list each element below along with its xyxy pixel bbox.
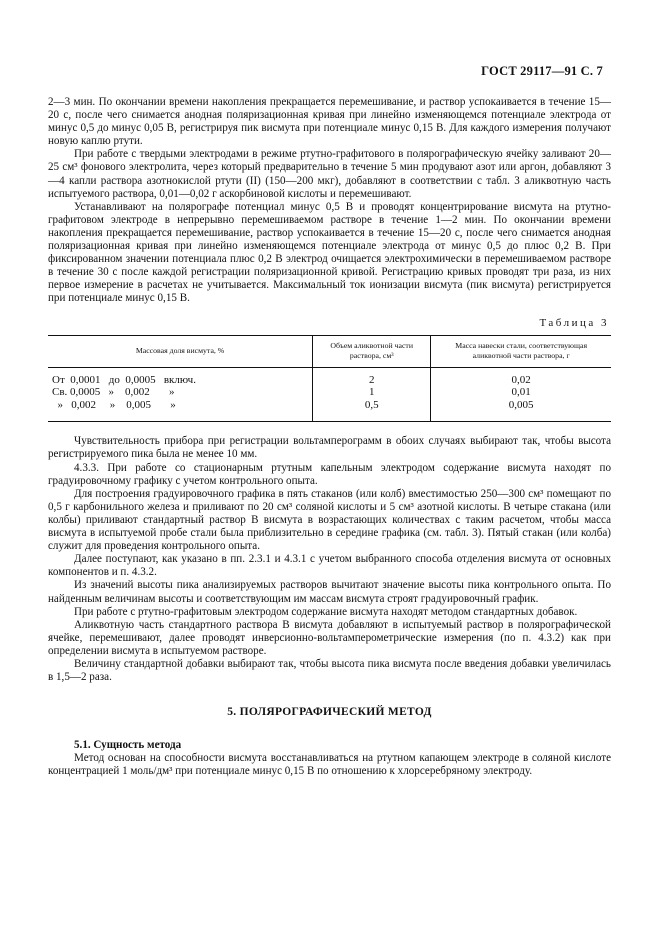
paragraph: При работе с ртутно-графитовым электродом содержание висмута находят методом стандартных добавок. (74, 605, 578, 618)
body-text (48, 96, 611, 779)
table-header-fraction: Массовая доля висмута, % (135, 345, 225, 355)
cell-volume: 1 (313, 386, 431, 399)
cell-mass: 0,01 (431, 386, 611, 399)
cell-fraction: » 0,002 » 0,005 » (52, 398, 176, 411)
subsection-title: 5.1. Сущность метода (74, 739, 182, 752)
paragraph: Далее поступают, как указано в пп. 2.3.1 и 4.3.1 с учетом выбранного способа отделения висмута от основных компонентов и п. 4.3.2. (48, 553, 611, 579)
cell-fraction: От 0,0001 до 0,0005 включ. (52, 373, 196, 386)
paragraph: Величину стандартной добавки выбирают так, чтобы высота пика висмута после введения добавки увеличилась в 1,5—2 раза. (48, 657, 611, 684)
table-row (48, 399, 611, 422)
cell-fraction: Св. 0,0005 » 0,002 » (52, 386, 175, 399)
paragraph: Метод основан на способности висмута восстанавливаться на ртутном капающем электроде в соляной кислоте концентрацией 1 моль/дм³ при потенциале минус 0,15 В по отношению к хлорсеребряному электроду. (48, 752, 611, 778)
paragraph: 4.3.3. При работе со стационарным ртутным капельным электродом содержание висмута находят по градуировочному графику с учетом контрольного опыта. (48, 461, 611, 487)
cell-mass: 0,02 (431, 367, 611, 386)
table-header-mass: Масса навески стали, соответствующая аликвотной части раствора, г (431, 335, 611, 367)
table-row (48, 367, 611, 386)
paragraph: Устанавливают на полярографе потенциал минус 0,5 В и проводят концентрирование висмута на ртутно-графитовом электроде в непрерывно перемешиваемом растворе в течение 1—2 мин. По окончании времени накопления прекращается перемешивание, раствор успокаивается в течение 15—20 с, после чего снимается анодная поляризационная кривая при линейно изменяющемся потенциале электрода от минус 0,5 до плюс 0,2 В. При фиксированном значении потенциала плюс 0,2 В электрод очищается электрохимически в перемешиваемом растворе в течение 30 с после каждой регистрации поляризационной кривой. Регистрацию кривых проводят три раза, из них первое измерение в расчетах не учитывается. Максимальный ток ионизации висмута (пик висмута) регистрируется при потенциале минус 0,15 В. (48, 200, 611, 305)
paragraph: Из значений высоты пика анализируемых растворов вычитают значение высоты пика контрольного опыта. По найденным величинам высоты и соответствующим им массам висмута строят градуировочный график. (48, 579, 611, 605)
table-header-volume: Объем аликвотной части раствора, см³ (313, 335, 431, 367)
cell-volume: 0,5 (313, 399, 431, 422)
cell-volume: 2 (313, 367, 431, 386)
table-3 (48, 335, 611, 423)
table-row (48, 386, 611, 399)
paragraph: Чувствительность прибора при регистрации вольтамперограмм в обоих случаях выбирают так, чтобы высота регистрируемого пика была не менее 10 мм. (48, 435, 611, 461)
section-title: 5. ПОЛЯРОГРАФИЧЕСКИЙ МЕТОД (227, 706, 432, 719)
paragraph: 2—3 мин. По окончании времени накопления прекращается перемешивание, и раствор успокаивается в течение 15—20 с, после чего снимается анодная поляризационная кривая при линейно изменяющемся потенциале электрода от минус 0,5 до минус 0,05 В, регистрируя пик висмута при потенциале минус 0,15 В. Для каждого измерения получают новую каплю ртути. (48, 96, 611, 148)
paragraph: Аликвотную часть стандартного раствора В висмута добавляют в испытуемый раствор в полярографической ячейке, перемешивают, далее проводят инверсионно-вольтамперометрические измерения (по п. 4.3.2) как при определении висмута в испытуемом растворе. (48, 618, 611, 657)
cell-mass: 0,005 (431, 399, 611, 422)
table-caption: Таблица 3 (539, 316, 609, 329)
paragraph: Для построения градуировочного графика в пять стаканов (или колб) вместимостью 250—300 см³ помещают по 0,5 г карбонильного железа и приливают по 20 см³ соляной кислоты и 5 см³ азотной кислоты. В четыре стакана (или колбы) приливают стандартный раствор В висмута в возрастающих количествах с таким расчетом, чтобы масса висмута в испытуемой пробе стали была приблизительно в середине графика (см. табл. 3). Пятый стакан (или колба) служит для проведения контрольного опыта. (48, 487, 611, 553)
paragraph: При работе с твердыми электродами в режиме ртутно-графитового в полярографическую ячейку заливают 20—25 см³ фонового электролита, через который предварительно в течение 5 мин продувают азот или аргон, добавляют 3—4 капли раствора азотнокислой ртути (II) (150—200 мкг), добавляют в соответствии с табл. 3 аликвотную часть испытуемого раствора, 0,01—0,02 г аскорбиновой кислоты и перемешивают. (48, 148, 611, 200)
page-header: ГОСТ 29117—91 С. 7 (481, 64, 603, 78)
